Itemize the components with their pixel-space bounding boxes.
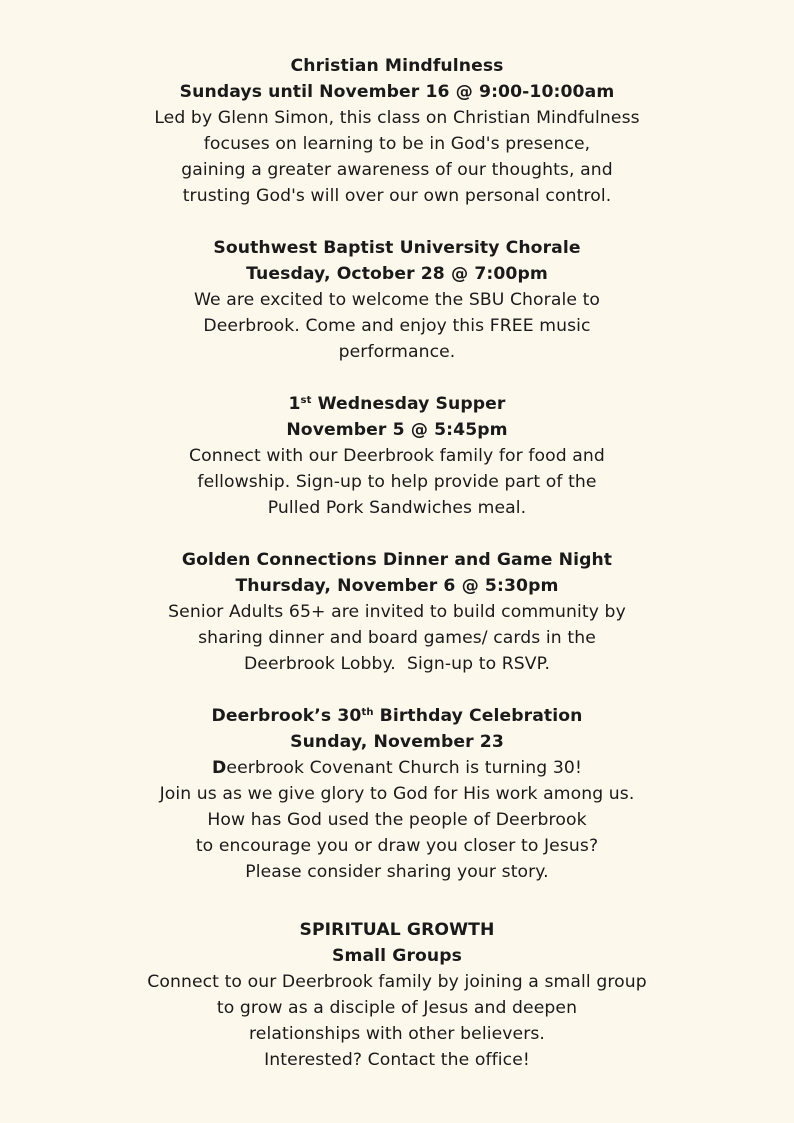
event-title-prefix: Deerbrook’s 30 — [211, 706, 362, 726]
event-description-line: Join us as we give glory to God for His work among us. — [159, 784, 635, 804]
event-description-line: relationships with other believers. — [249, 1024, 545, 1044]
section-spiritual-growth — [0, 917, 794, 1073]
event-description-line: Senior Adults 65+ are invited to build community by — [168, 602, 626, 622]
event-title-superscript: th — [361, 707, 374, 718]
event-description-line: to grow as a disciple of Jesus and deepen — [216, 998, 578, 1018]
event-title: Christian Mindfulness — [290, 56, 504, 76]
event-sbu-chorale — [0, 235, 794, 365]
event-description-line: Deerbrook Lobby. Sign-up to RSVP. — [243, 654, 551, 674]
event-title: Southwest Baptist University Chorale — [213, 238, 581, 258]
event-description-line: trusting God's will over our own personal control. — [182, 186, 612, 206]
event-description-line: Deerbrook. Come and enjoy this FREE music — [203, 316, 591, 336]
event-wednesday-supper — [0, 391, 794, 521]
event-title-prefix: 1 — [288, 394, 301, 414]
first-line-rest: eerbrook Covenant Church is turning 30! — [226, 758, 582, 778]
event-description-line: to encourage you or draw you closer to Jesus? — [195, 836, 599, 856]
event-description-line: Connect with our Deerbrook family for food and — [189, 446, 605, 466]
event-description-line: Please consider sharing your story. — [245, 862, 549, 882]
event-description-line: Pulled Pork Sandwiches meal. — [267, 498, 527, 518]
event-birthday-celebration — [0, 703, 794, 885]
event-description-line: sharing dinner and board games/ cards in the — [198, 628, 596, 648]
event-description-line: How has God used the people of Deerbrook — [207, 810, 587, 830]
event-description-line: We are excited to welcome the SBU Chorale to — [193, 290, 601, 310]
event-title-suffix: Birthday Celebration — [373, 706, 583, 726]
event-title-superscript: st — [300, 395, 312, 406]
event-when: Sunday, November 23 — [290, 732, 504, 752]
bulletin-page — [0, 53, 794, 1099]
event-christian-mindfulness — [0, 53, 794, 209]
event-title-suffix: Wednesday Supper — [311, 394, 506, 414]
event-description-line: fellowship. Sign-up to help provide part of the — [197, 472, 597, 492]
event-description-line: Led by Glenn Simon, this class on Christian Mindfulness — [154, 108, 640, 128]
event-description-line — [0, 755, 794, 781]
event-golden-connections — [0, 547, 794, 677]
event-description-line: Interested? Contact the office! — [264, 1050, 530, 1070]
event-description-line: gaining a greater awareness of our thoughts, and — [181, 160, 613, 180]
event-when: Tuesday, October 28 @ 7:00pm — [246, 264, 548, 284]
event-when: November 5 @ 5:45pm — [286, 420, 508, 440]
event-title — [0, 703, 794, 729]
event-when: Sundays until November 16 @ 9:00-10:00am — [179, 82, 615, 102]
event-description-line: performance. — [338, 342, 456, 362]
event-description-line: focuses on learning to be in God's presence, — [203, 134, 591, 154]
event-description-line: Connect to our Deerbrook family by joining a small group — [147, 972, 647, 992]
dropcap-letter: D — [212, 758, 227, 778]
event-title — [0, 391, 794, 417]
event-title: Golden Connections Dinner and Game Night — [181, 550, 613, 570]
event-when: Thursday, November 6 @ 5:30pm — [235, 576, 559, 596]
section-title: SPIRITUAL GROWTH — [299, 920, 495, 940]
section-subtitle: Small Groups — [331, 946, 462, 966]
